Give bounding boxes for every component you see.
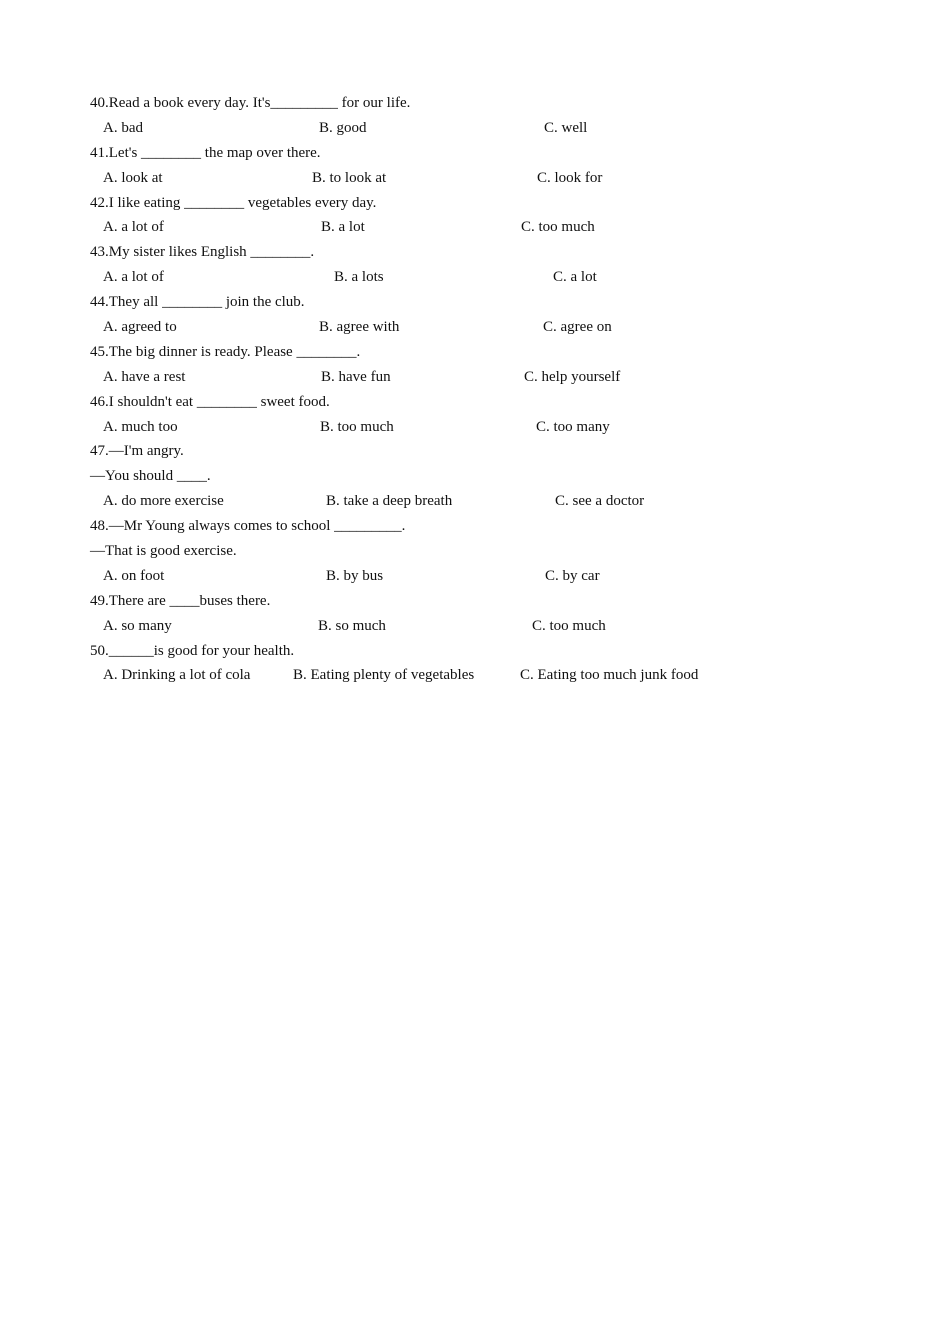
option-c: C. by car	[545, 567, 600, 584]
question-46-stem: 46.I shouldn't eat ________ sweet food.	[90, 393, 330, 410]
question-42-stem: 42.I like eating ________ vegetables every day.	[90, 194, 377, 211]
question-48-stem: 48.—Mr Young always comes to school _________.	[90, 518, 406, 535]
question-47-options	[0, 489, 950, 514]
option-c: C. see a doctor	[555, 493, 645, 510]
question-47-stem: 47.—I'm angry.	[90, 443, 184, 460]
option-a: A. so many	[103, 617, 172, 634]
option-b: B. so much	[318, 617, 386, 634]
option-a: A. agreed to	[103, 319, 177, 336]
option-a: A. Drinking a lot of cola	[103, 667, 251, 684]
question-48-reply: —That is good exercise.	[90, 543, 237, 560]
option-b: B. agree with	[319, 319, 400, 336]
question-49-stem: 49.There are ____buses there.	[90, 592, 271, 609]
option-b: B. Eating plenty of vegetables	[293, 667, 475, 684]
option-b: B. good	[319, 119, 367, 136]
option-b: B. to look at	[312, 169, 387, 186]
worksheet-page	[0, 91, 950, 688]
question-40-stem: 40.Read a book every day. It's_________ for our life.	[90, 95, 411, 111]
option-c: C. too much	[532, 617, 606, 634]
question-46-options	[0, 415, 950, 440]
option-b: B. have fun	[321, 368, 391, 385]
option-a: A. a lot of	[103, 269, 164, 286]
option-b: B. too much	[320, 418, 394, 435]
question-45-options	[0, 365, 950, 390]
option-c: C. Eating too much junk food	[520, 667, 699, 684]
question-43-options	[0, 265, 950, 290]
question-50-stem: 50.______is good for your health.	[90, 642, 295, 659]
option-a: A. do more exercise	[103, 493, 224, 510]
question-40-options	[0, 116, 950, 141]
option-a: A. look at	[103, 169, 163, 186]
option-c: C. look for	[537, 169, 603, 186]
question-41-options	[0, 166, 950, 191]
question-43-stem: 43.My sister likes English ________.	[90, 244, 315, 261]
option-a: A. much too	[103, 418, 178, 435]
option-c: C. well	[544, 119, 588, 136]
question-44-stem: 44.They all ________ join the club.	[90, 294, 305, 311]
option-c: C. a lot	[553, 269, 597, 286]
option-c: C. too much	[521, 219, 595, 236]
option-c: C. help yourself	[524, 368, 621, 385]
question-50-options	[0, 663, 950, 688]
option-c: C. agree on	[543, 319, 612, 336]
option-a: A. on foot	[103, 567, 165, 584]
option-b: B. a lot	[321, 219, 365, 236]
option-b: B. take a deep breath	[326, 493, 453, 510]
question-47-reply: —You should ____.	[90, 468, 211, 485]
question-49-options	[0, 614, 950, 639]
option-a: A. bad	[103, 119, 143, 136]
option-c: C. too many	[536, 418, 610, 435]
option-b: B. a lots	[334, 269, 384, 286]
question-45-stem: 45.The big dinner is ready. Please ________.	[90, 343, 361, 360]
question-44-options	[0, 315, 950, 340]
option-b: B. by bus	[326, 567, 384, 584]
option-a: A. have a rest	[103, 368, 186, 385]
question-48-options	[0, 564, 950, 589]
question-41-stem: 41.Let's ________ the map over there.	[90, 144, 321, 161]
option-a: A. a lot of	[103, 219, 164, 236]
question-42-options	[0, 215, 950, 240]
